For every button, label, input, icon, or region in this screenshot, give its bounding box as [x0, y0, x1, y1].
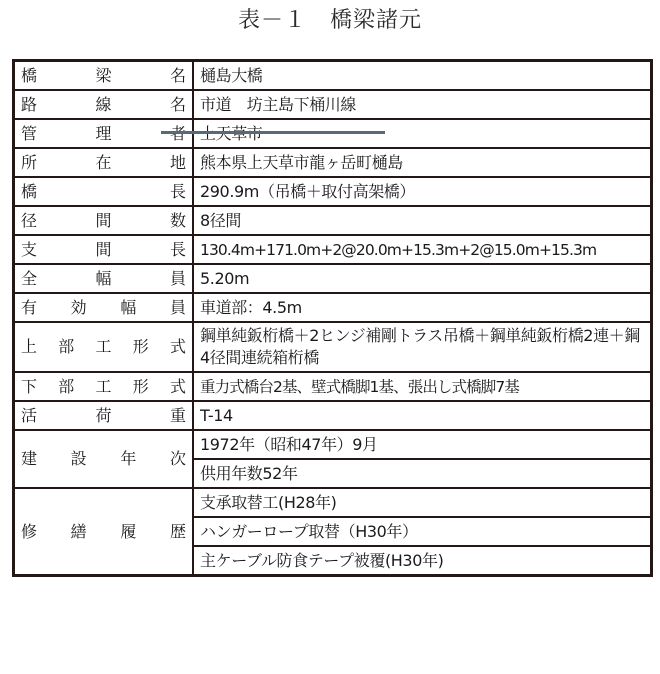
- row-label-manager: 管 理: [14, 119, 194, 148]
- row-label-construction-year: 建 設 年 次: [14, 430, 194, 488]
- bridge-spec-table: [12, 59, 653, 577]
- row-label-bridge-name: 橋 梁 名: [14, 61, 194, 91]
- row-value-service-years: 供用年数52年: [193, 459, 652, 488]
- table-row: [14, 430, 652, 459]
- row-value-span-length: 130.4m+171.0m+2@20.0m+15.3m+2@15.0m+15.3m: [193, 235, 652, 264]
- row-label-live-load: 活 荷 重: [14, 401, 194, 430]
- table-row: [14, 401, 652, 430]
- table-row: [14, 322, 652, 372]
- table-row: [14, 372, 652, 401]
- table-title: 表－１ 橋梁諸元: [237, 8, 422, 33]
- table-row: [14, 293, 652, 322]
- row-label-superstructure: 上 部 工 形 式: [14, 322, 194, 372]
- table-row: [14, 177, 652, 206]
- table-row: [14, 61, 652, 91]
- table-row: [14, 235, 652, 264]
- row-label-route-name: 路 線 名: [14, 90, 194, 119]
- row-value-repair-cable-tape: 主ケーブル防食テープ被覆(H30年): [193, 546, 652, 576]
- table-row: [14, 488, 652, 517]
- row-value-superstructure: 鋼単純鈑桁橋＋2ヒンジ補剛トラス吊橋＋鋼単純鈑桁橋2連＋鋼4径間連続箱桁橋: [193, 322, 652, 372]
- row-label-span-count: 径 間 数: [14, 206, 194, 235]
- row-label-repair-history: 修 繕 履 歴: [14, 488, 194, 576]
- row-label-substructure: 下 部 工 形 式: [14, 372, 194, 401]
- table-row: [14, 90, 652, 119]
- row-value-bridge-name: 樋島大橋: [193, 61, 652, 91]
- annotation-underline: [161, 131, 385, 134]
- row-value-location: 熊本県上天草市龍ヶ岳町樋島: [193, 148, 652, 177]
- row-value-bridge-length: 290.9m（吊橋＋取付高架橋）: [193, 177, 652, 206]
- row-label-effective-width: 有 効 幅 員: [14, 293, 194, 322]
- row-value-total-width: 5.20m: [193, 264, 652, 293]
- table-row: [14, 264, 652, 293]
- row-value-live-load: T-14: [193, 401, 652, 430]
- row-value-span-count: 8径間: [193, 206, 652, 235]
- row-value-repair-bearing: 支承取替工(H28年): [193, 488, 652, 517]
- row-value-substructure: 重力式橋台2基、壁式橋脚1基、張出し式橋脚7基: [193, 372, 652, 401]
- row-label-location: 所 在 地: [14, 148, 194, 177]
- table-row: [14, 206, 652, 235]
- table-row: [14, 148, 652, 177]
- row-value-route-name: 市道 坊主島下桶川線: [193, 90, 652, 119]
- row-label-total-width: 全 幅 員: [14, 264, 194, 293]
- row-label-bridge-length: 橋 長: [14, 177, 194, 206]
- row-value-repair-hanger-rope: ハンガーロープ取替（H30年）: [193, 517, 652, 546]
- row-label-span-length: 支 間 長: [14, 235, 194, 264]
- row-value-effective-width: 車道部：4.5m: [193, 293, 652, 322]
- row-value-construction-date: 1972年（昭和47年）9月: [193, 430, 652, 459]
